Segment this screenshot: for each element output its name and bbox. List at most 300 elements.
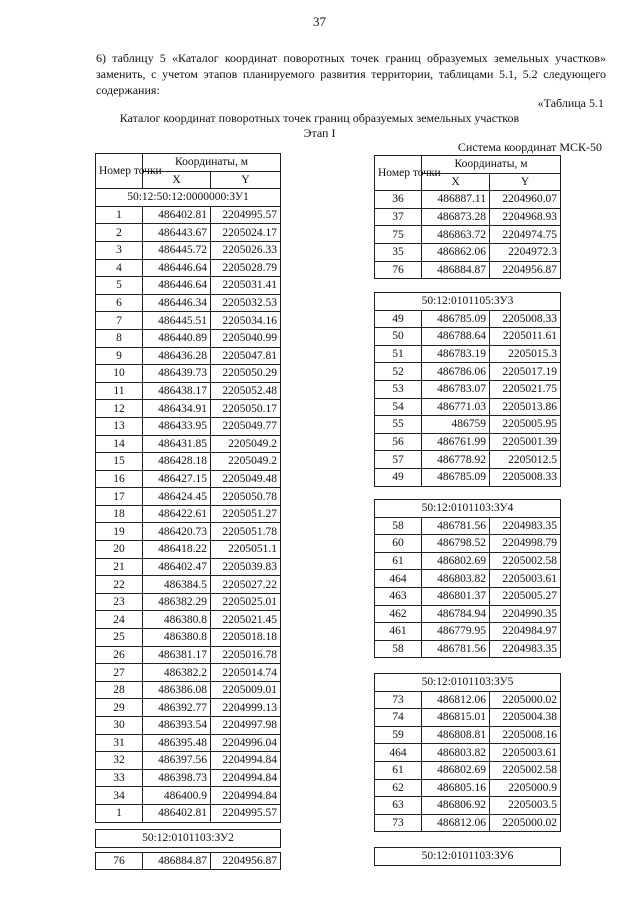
stage-label: Этап I [303,126,336,140]
x-coordinate-cell: 486806.92 [422,797,490,815]
point-number-cell: 27 [96,664,143,682]
parcel-title: 50:12:0101103:ЗУ2 [96,830,281,848]
y-coordinate-cell: 2204998.79 [490,535,561,553]
y-coordinate-cell: 2204974.75 [490,226,561,244]
table-row [96,294,281,312]
table-row [375,243,561,261]
point-number-cell: 461 [375,623,422,641]
x-coordinate-cell: 486422.61 [143,505,211,523]
x-coordinate-cell: 486783.19 [422,345,490,363]
x-coordinate-cell: 486420.73 [143,523,211,541]
y-coordinate-cell: 2205005.27 [490,587,561,605]
y-coordinate-cell: 2205014.74 [211,664,281,682]
y-coordinate-cell: 2205027.22 [211,576,281,594]
table-body [375,691,561,832]
table-row [96,206,281,224]
x-coordinate-cell: 486785.09 [422,310,490,328]
y-coordinate-cell: 2205012.5 [490,451,561,469]
table-row [96,852,281,870]
table-body [375,517,561,658]
parcel-title-row [375,293,561,311]
table-row [375,451,561,469]
parcel-title: 50:12:0101103:ЗУ4 [375,500,561,518]
point-number-cell: 462 [375,605,422,623]
point-number-cell: 9 [96,347,143,365]
table-row [96,312,281,330]
table-row [96,241,281,259]
table-row [96,681,281,699]
point-number-cell: 6 [96,294,143,312]
table-row [96,523,281,541]
x-coordinate-cell: 486798.52 [422,535,490,553]
y-coordinate-cell: 2205032.53 [211,294,281,312]
y-coordinate-cell: 2205017.19 [490,363,561,381]
y-coordinate-cell: 2205034.16 [211,312,281,330]
y-coordinate-cell: 2205049.48 [211,470,281,488]
y-coordinate-cell: 2205028.79 [211,259,281,277]
y-coordinate-cell: 2205039.83 [211,558,281,576]
parcel-title-row [96,189,281,207]
table-row [375,552,561,570]
point-number-cell: 2 [96,224,143,242]
y-coordinate-cell: 2204983.35 [490,517,561,535]
y-coordinate-cell: 2205025.01 [211,593,281,611]
point-number-cell: 58 [375,640,422,658]
point-number-cell: 5 [96,277,143,295]
table-row [96,593,281,611]
point-number-cell: 76 [375,261,422,279]
x-coordinate-cell: 486380.8 [143,629,211,647]
table-row [96,611,281,629]
point-number-cell: 49 [375,468,422,486]
x-coordinate-cell: 486781.56 [422,640,490,658]
x-coordinate-cell: 486778.92 [422,451,490,469]
y-coordinate-cell: 2205003.61 [490,570,561,588]
x-coordinate-cell: 486761.99 [422,433,490,451]
table-row [96,769,281,787]
point-number-cell: 8 [96,329,143,347]
y-coordinate-cell: 2205016.78 [211,646,281,664]
y-coordinate-cell: 2205001.39 [490,433,561,451]
table-body [375,310,561,486]
table-row [375,261,561,279]
point-number-cell: 16 [96,470,143,488]
y-coordinate-cell: 2205003.5 [490,797,561,815]
parcel-title: 50:12:0101105:ЗУ3 [375,293,561,311]
point-number-cell: 464 [375,744,422,762]
x-coordinate-cell: 486884.87 [422,261,490,279]
point-number-cell: 15 [96,453,143,471]
parcel-title-row [375,674,561,692]
x-coordinate-cell: 486815.01 [422,709,490,727]
table-row [375,814,561,832]
point-number-cell: 25 [96,629,143,647]
point-number-cell: 28 [96,681,143,699]
y-coordinate-cell: 2204968.93 [490,208,561,226]
table-row [375,468,561,486]
table-row [375,380,561,398]
table-row [96,558,281,576]
y-coordinate-cell: 2204960.07 [490,191,561,209]
y-coordinate-cell: 2205008.33 [490,468,561,486]
y-coordinate-cell: 2204972.3 [490,243,561,261]
y-coordinate-cell: 2204995.57 [211,804,281,822]
point-number-cell: 14 [96,435,143,453]
header-row [375,156,561,174]
table-row [96,752,281,770]
point-number-cell: 7 [96,312,143,330]
point-number-cell: 32 [96,752,143,770]
parcel-title: 50:12:50:12:0000000:ЗУ1 [96,189,281,207]
x-coordinate-cell: 486402.47 [143,558,211,576]
x-coordinate-cell: 486438.17 [143,382,211,400]
point-number-cell: 35 [375,243,422,261]
y-coordinate-cell: 2205050.29 [211,365,281,383]
x-coordinate-cell: 486384.5 [143,576,211,594]
table-row [375,363,561,381]
y-coordinate-cell: 2204999.13 [211,699,281,717]
point-number-cell: 53 [375,380,422,398]
table-row [375,605,561,623]
x-coordinate-cell: 486803.82 [422,744,490,762]
x-coordinate-cell: 486862.06 [422,243,490,261]
parcel-title-row [96,830,281,848]
x-coordinate-cell: 486397.56 [143,752,211,770]
y-coordinate-cell: 2205047.81 [211,347,281,365]
x-coordinate-cell: 486446.64 [143,277,211,295]
x-coordinate-cell: 486424.45 [143,488,211,506]
point-number-cell: 1 [96,206,143,224]
x-coordinate-cell: 486446.64 [143,259,211,277]
table-body [375,191,561,279]
table-row [375,587,561,605]
x-coordinate-cell: 486445.51 [143,312,211,330]
y-coordinate-cell: 2205018.18 [211,629,281,647]
point-number-header: Номер точки [375,156,422,191]
x-coordinate-cell: 486784.94 [422,605,490,623]
y-coordinate-cell: 2204996.04 [211,734,281,752]
x-coordinate-cell: 486382.2 [143,664,211,682]
x-coordinate-cell: 486873.28 [422,208,490,226]
x-coordinate-cell: 486783.07 [422,380,490,398]
table-row [375,640,561,658]
table-row [375,744,561,762]
table-row [96,787,281,805]
table-label: «Таблица 5.1 [537,96,604,110]
x-header: X [422,173,490,191]
x-coordinate-cell: 486802.69 [422,761,490,779]
table-row [96,541,281,559]
table-row [375,623,561,641]
y-coordinate-cell: 2205049.2 [211,435,281,453]
header-block [96,154,281,207]
x-coordinate-cell: 486445.72 [143,241,211,259]
y-coordinate-cell: 2205051.27 [211,505,281,523]
table-row [375,709,561,727]
x-coordinate-cell: 486398.73 [143,769,211,787]
table-row [96,277,281,295]
point-number-cell: 463 [375,587,422,605]
intro-paragraph: 6) таблицу 5 «Каталог координат поворотных точек границ образуемых земельных участков» заменить, с учетом этапов планируемого развития территории, таблицами 5.1, 5.2 следующего содержания: [96,51,606,97]
x-coordinate-cell: 486887.11 [422,191,490,209]
y-coordinate-cell: 2205040.99 [211,329,281,347]
coordinates-table-zu1 [95,153,281,823]
y-header: Y [490,173,561,191]
point-number-cell: 29 [96,699,143,717]
table-row [375,328,561,346]
point-number-cell: 36 [375,191,422,209]
coordinates-table-zu2 [95,829,281,870]
page-number: 37 [313,14,326,29]
y-coordinate-cell: 2205049.2 [211,453,281,471]
point-number-cell: 54 [375,398,422,416]
parcel-title: 50:12:0101103:ЗУ5 [375,674,561,692]
x-coordinate-cell: 486431.85 [143,435,211,453]
parcel-title-row [375,848,561,866]
point-number-cell: 10 [96,365,143,383]
point-number-cell: 4 [96,259,143,277]
point-number-cell: 19 [96,523,143,541]
x-coordinate-cell: 486439.73 [143,365,211,383]
parcel-title-row [375,500,561,518]
point-number-cell: 49 [375,310,422,328]
point-number-cell: 60 [375,535,422,553]
table-row [375,345,561,363]
coordinates-header: Координаты, м [143,154,281,172]
table-row [375,691,561,709]
point-number-cell: 30 [96,717,143,735]
table-row [375,416,561,434]
x-coordinate-cell: 486884.87 [143,852,211,870]
point-number-cell: 55 [375,416,422,434]
table-row [96,505,281,523]
x-coordinate-cell: 486386.08 [143,681,211,699]
y-coordinate-cell: 2205050.78 [211,488,281,506]
y-coordinate-cell: 2205009.01 [211,681,281,699]
x-coordinate-cell: 486434.91 [143,400,211,418]
coordinates-header: Координаты, м [422,156,561,174]
y-coordinate-cell: 2205015.3 [490,345,561,363]
table-row [96,329,281,347]
coordinates-table-zu5 [374,673,561,832]
point-number-cell: 12 [96,400,143,418]
y-coordinate-cell: 2204997.98 [211,717,281,735]
y-coordinate-cell: 2205003.61 [490,744,561,762]
table-row [96,664,281,682]
header-row [96,154,281,172]
table-row [375,398,561,416]
table-row [375,517,561,535]
x-coordinate-cell: 486803.82 [422,570,490,588]
table-row [96,646,281,664]
table-row [375,570,561,588]
y-coordinate-cell: 2205000.02 [490,814,561,832]
x-coordinate-cell: 486381.17 [143,646,211,664]
x-coordinate-cell: 486400.9 [143,787,211,805]
y-coordinate-cell: 2204990.35 [490,605,561,623]
y-coordinate-cell: 2205011.61 [490,328,561,346]
y-coordinate-cell: 2205024.17 [211,224,281,242]
x-coordinate-cell: 486788.64 [422,328,490,346]
table-row [375,779,561,797]
point-number-cell: 51 [375,345,422,363]
point-number-cell: 24 [96,611,143,629]
x-coordinate-cell: 486393.54 [143,717,211,735]
table-body [96,206,281,822]
y-coordinate-cell: 2205013.86 [490,398,561,416]
point-number-cell: 73 [375,814,422,832]
y-coordinate-cell: 2205004.38 [490,709,561,727]
catalog-title: Каталог координат поворотных точек границ образуемых земельных участков [119,111,520,125]
y-coordinate-cell: 2204956.87 [490,261,561,279]
table-row [375,535,561,553]
table-row [375,208,561,226]
y-coordinate-cell: 2205005.95 [490,416,561,434]
parcel-title: 50:12:0101103:ЗУ6 [375,848,561,866]
y-coordinate-cell: 2205051.1 [211,541,281,559]
y-coordinate-cell: 2204956.87 [211,852,281,870]
x-coordinate-cell: 486779.95 [422,623,490,641]
coordinates-table-zu3 [374,292,561,487]
point-number-cell: 73 [375,691,422,709]
table-row [96,400,281,418]
x-coordinate-cell: 486380.8 [143,611,211,629]
y-coordinate-cell: 2205052.48 [211,382,281,400]
x-coordinate-cell: 486812.06 [422,691,490,709]
point-number-cell: 22 [96,576,143,594]
y-coordinate-cell: 2205008.16 [490,726,561,744]
x-coordinate-cell: 486418.22 [143,541,211,559]
x-coordinate-cell: 486428.18 [143,453,211,471]
y-coordinate-cell: 2205021.45 [211,611,281,629]
point-number-cell: 63 [375,797,422,815]
x-coordinate-cell: 486440.89 [143,329,211,347]
table-row [96,224,281,242]
y-coordinate-cell: 2205050.17 [211,400,281,418]
point-number-cell: 23 [96,593,143,611]
table-row [96,470,281,488]
x-coordinate-cell: 486395.48 [143,734,211,752]
table-row [96,453,281,471]
table-row [96,717,281,735]
point-number-cell: 76 [96,852,143,870]
y-coordinate-cell: 2204984.97 [490,623,561,641]
point-number-cell: 17 [96,488,143,506]
coordinate-system-label: Система координат МСК-50 [457,140,602,154]
table-row [96,417,281,435]
x-coordinate-cell: 486446.34 [143,294,211,312]
table-row [96,576,281,594]
y-coordinate-cell: 2205026.33 [211,241,281,259]
point-number-cell: 57 [375,451,422,469]
table-row [375,433,561,451]
x-coordinate-cell: 486402.81 [143,206,211,224]
y-coordinate-cell: 2205000.02 [490,691,561,709]
table-row [96,435,281,453]
point-number-cell: 74 [375,709,422,727]
point-number-header: Номер точки [96,154,143,189]
table-row [375,226,561,244]
x-coordinate-cell: 486805.16 [422,779,490,797]
x-coordinate-cell: 486759 [422,416,490,434]
y-coordinate-cell: 2205031.41 [211,277,281,295]
point-number-cell: 20 [96,541,143,559]
x-header: X [143,171,211,189]
point-number-cell: 18 [96,505,143,523]
x-coordinate-cell: 486382.29 [143,593,211,611]
point-number-cell: 34 [96,787,143,805]
point-number-cell: 37 [375,208,422,226]
point-number-cell: 31 [96,734,143,752]
coordinates-table-zu2-continued [374,155,561,279]
point-number-cell: 21 [96,558,143,576]
coordinates-table-zu6 [374,847,561,866]
x-coordinate-cell: 486802.69 [422,552,490,570]
point-number-cell: 33 [96,769,143,787]
point-number-cell: 1 [96,804,143,822]
point-number-cell: 464 [375,570,422,588]
table-row [375,761,561,779]
y-coordinate-cell: 2204983.35 [490,640,561,658]
y-coordinate-cell: 2205021.75 [490,380,561,398]
x-coordinate-cell: 486786.06 [422,363,490,381]
x-coordinate-cell: 486402.81 [143,804,211,822]
point-number-cell: 11 [96,382,143,400]
table-row [375,726,561,744]
y-coordinate-cell: 2205049.77 [211,417,281,435]
point-number-cell: 52 [375,363,422,381]
point-number-cell: 26 [96,646,143,664]
x-coordinate-cell: 486781.56 [422,517,490,535]
coordinates-table-zu4 [374,499,561,658]
table-row [96,734,281,752]
x-coordinate-cell: 486436.28 [143,347,211,365]
point-number-cell: 61 [375,761,422,779]
table-row [96,347,281,365]
y-coordinate-cell: 2204995.57 [211,206,281,224]
point-number-cell: 59 [375,726,422,744]
point-number-cell: 58 [375,517,422,535]
x-coordinate-cell: 486812.06 [422,814,490,832]
y-coordinate-cell: 2204994.84 [211,752,281,770]
table-row [96,699,281,717]
y-coordinate-cell: 2204994.84 [211,787,281,805]
x-coordinate-cell: 486427.15 [143,470,211,488]
y-coordinate-cell: 2205002.58 [490,552,561,570]
point-number-cell: 62 [375,779,422,797]
table-row [96,488,281,506]
x-coordinate-cell: 486801.37 [422,587,490,605]
x-coordinate-cell: 486433.95 [143,417,211,435]
x-coordinate-cell: 486808.81 [422,726,490,744]
table-row [375,310,561,328]
table-row [96,629,281,647]
point-number-cell: 50 [375,328,422,346]
x-coordinate-cell: 486443.67 [143,224,211,242]
x-coordinate-cell: 486785.09 [422,468,490,486]
x-coordinate-cell: 486863.72 [422,226,490,244]
point-number-cell: 3 [96,241,143,259]
y-coordinate-cell: 2204994.84 [211,769,281,787]
table-row [375,191,561,209]
table-row [96,382,281,400]
y-coordinate-cell: 2205008.33 [490,310,561,328]
x-coordinate-cell: 486771.03 [422,398,490,416]
y-coordinate-cell: 2205002.58 [490,761,561,779]
table-row [96,804,281,822]
y-coordinate-cell: 2205000.9 [490,779,561,797]
y-header: Y [211,171,281,189]
